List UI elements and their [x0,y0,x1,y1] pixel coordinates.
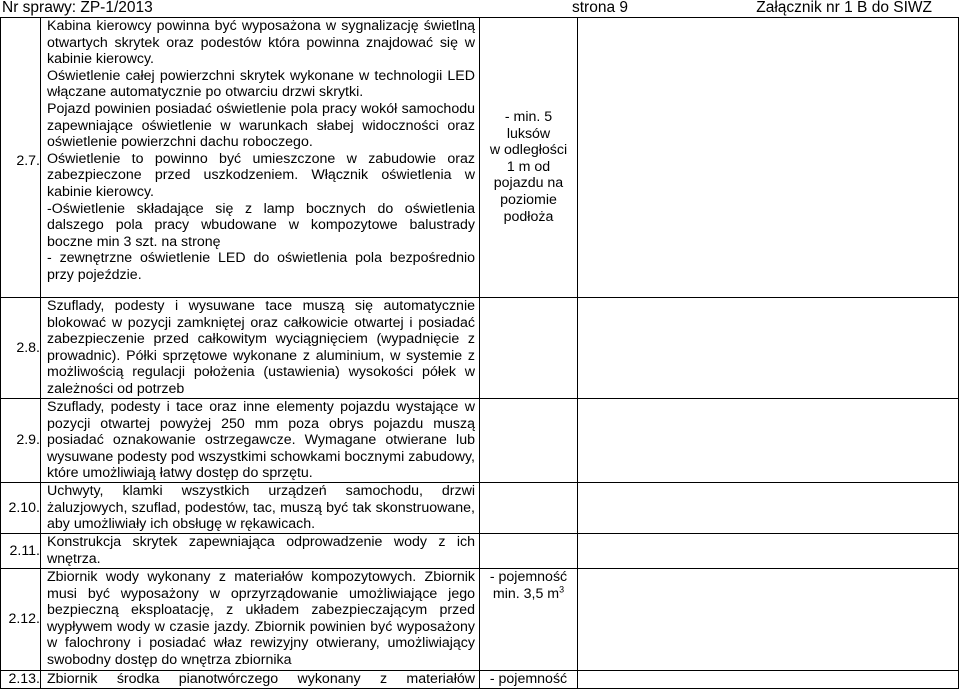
row-description [41,483,480,534]
row-parameter [480,534,578,569]
param-line: pojazdu na [493,175,564,192]
param-line: 1 m od [506,158,551,175]
row-parameter [480,483,578,534]
page-header [0,0,960,18]
row-extra [578,569,959,671]
table-row [1,671,959,689]
superscript: 3 [559,583,565,594]
row-number: 2.12. [1,569,41,671]
param-line: podłoża [503,208,554,225]
param-line: - pojemność [489,671,568,687]
row-parameter [480,671,578,689]
row-description [41,534,480,569]
paragraph: Zbiornik wody wykonany z materiałów kompozytowych. Zbiornik musi być wyposażony w oprzyrządowanie umożliwiające jego bezpieczną eksploatację, z układem zabezpieczającym przed wypływem wody w czasie jazdy. Zbiornik powinien być wyposażony w falochrony i posiadać właz rewizyjny otwierany, umożliwiający swobodny dostęp do wnętrza zbiornika [47,569,475,668]
row-extra [578,671,959,689]
paragraph: Konstrukcja skrytek zapewniająca odprowadzenie wody z ich wnętrza. [47,534,475,567]
row-number: 2.8. [1,298,41,399]
paragraph: -Oświetlenie składające się z lamp bocznych do oświetlenia dalszego pola pracy wbudowane w kompozytowe balustrady boczne min 3 szt. na stronę [47,200,475,250]
param-line: w odległości [489,142,568,159]
row-extra [578,483,959,534]
row-extra [578,399,959,483]
row-number: 2.7. [1,18,41,298]
param-line: poziomie [500,191,557,208]
page-number: strona 9 [572,0,629,16]
row-number: 2.9. [1,399,41,483]
row-description [41,399,480,483]
table-row [1,399,959,483]
row-description [41,569,480,671]
table-row [1,298,959,399]
table-row [1,18,959,298]
row-extra [578,534,959,569]
row-extra [578,298,959,399]
paragraph: Oświetlenie to powinno być umieszczone w zabudowie oraz zabezpieczone przed uszkodzeniem. Włącznik oświetlenia w kabinie kierowcy. [47,150,475,200]
row-parameter [480,298,578,399]
paragraph: - zewnętrzne oświetlenie LED do oświetlenia pola bezpośrednio przy pojeździe. [47,250,475,283]
table-row [1,569,959,671]
table-row [1,534,959,569]
row-parameter [480,569,578,671]
table-row [1,483,959,534]
paragraph: Uchwyty, klamki wszystkich urządzeń samochodu, drzwi żaluzjowych, szuflad, podestów, tac, muszą być tak skonstruowane, aby umożliwiały ich obsługę w rękawicach. [47,483,475,533]
param-line: - min. 5 luksów [504,109,553,142]
case-number: Nr sprawy: ZP-1/2013 [2,0,153,16]
row-number: 2.10. [1,483,41,534]
paragraph: Pojazd powinien posiadać oświetlenie pola pracy wokół samochodu zapewniające oświetlenie w warunkach słabej widoczności oraz oświetlenie powierzchni dachu roboczego. [47,100,475,151]
row-number: 2.13. [1,671,41,689]
row-parameter [480,18,578,298]
row-parameter [480,399,578,483]
paragraph: Szuflady, podesty i tace oraz inne elementy pojazdu wystające w pozycji otwartej powyżej 250 mm poza obrys pojazdu muszą posiadać oznakowanie ostrzegawcze. Wymagane otwierane lub wysuwane podesty pod wszystkimi schowkami bocznymi zabudowy, które umożliwiają łatwy dostęp do sprzętu. [47,399,475,482]
param-line: min. 3,5 $m^3$ [492,583,565,602]
row-extra [578,18,959,298]
row-description [41,671,480,689]
paragraph: Zbiornik środka pianotwórczego wykonany z materiałów [47,671,475,687]
row-description [41,18,480,298]
paragraph: Kabina kierowcy powinna być wyposażona w sygnalizację świetlną otwartych skrytek oraz podestów która powinna znajdować się w kabinie kierowcy. [47,18,475,68]
paragraph: Oświetlenie całej powierzchni skrytek wykonane w technologii LED włączane automatycznie po otwarciu drzwi skrytki. [47,67,475,101]
row-description [41,298,480,399]
paragraph: Szuflady, podesty i wysuwane tace muszą się automatycznie blokować w pozycji zamkniętej oraz całkowicie otwartej i posiadać zabezpieczenie przed całkowitym wyciągnięciem (wypadnięcie z prowadnic). Półki sprzętowe wykonane z aluminium, w systemie z możliwością regulacji położenia (ustawienia) wysokości półek w zależności od potrzeb [47,298,475,397]
attachment-label: Załącznik nr 1 B do SIWZ [756,0,932,16]
row-number: 2.11. [1,534,41,569]
specification-table [0,17,959,689]
param-line: - pojemność [489,569,568,585]
